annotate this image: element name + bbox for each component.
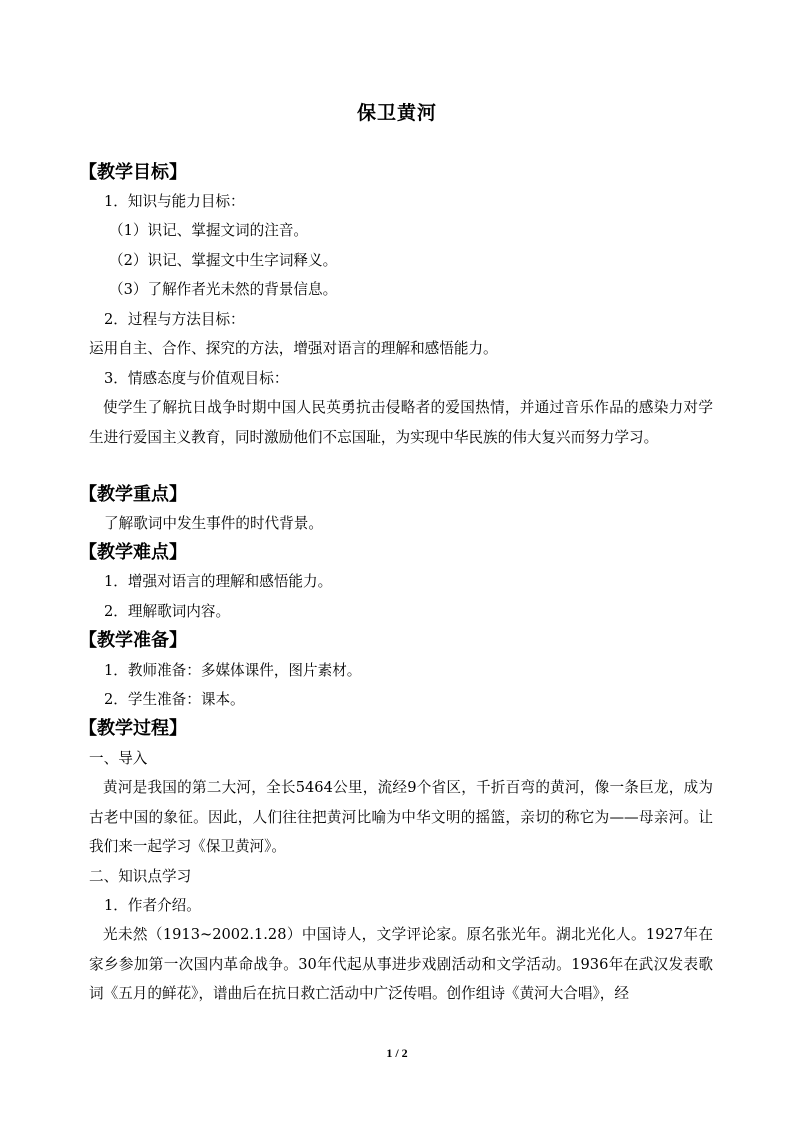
key-points-text: 了解歌词中发生事件的时代背景。 [104, 515, 323, 532]
objective-sub-2: （2）识记、掌握文中生字词释义。 [109, 252, 338, 269]
process-part-2-item-1: 1．作者介绍。 [104, 897, 201, 914]
process-part-2-text: 光未然（1913~2002.1.28）中国诗人，文学评论家。原名张光年。湖北光化人。1927年在家乡参加第一次国内革命战争。30年代起从事进步戏剧活动和文学活动。1936年在武汉发表歌词《五月的鲜花》，谱曲后在抗日救亡活动中广泛传唱。创作组诗《黄河大合唱》，经 [89, 926, 713, 1003]
objective-item-3-text: 使学生了解抗日战争时期中国人民英勇抗击侵略者的爱国热情，并通过音乐作品的感染力对学生进行爱国主义教育，同时激励他们不忘国耻，为实现中华民族的伟大复兴而努力学习。 [89, 399, 713, 446]
preparation-item-2: 2．学生准备：课本。 [104, 691, 245, 708]
objective-item-1: 1．知识与能力目标： [104, 193, 245, 210]
page-number: 1 / 2 [386, 1046, 408, 1060]
objective-sub-1: （1）识记、掌握文词的注音。 [109, 222, 309, 239]
difficulty-item-1: 1．增强对语言的理解和感悟能力。 [104, 573, 333, 590]
section-heading-objectives: 【教学目标】 [79, 162, 187, 183]
objective-sub-3: （3）了解作者光未然的背景信息。 [109, 281, 338, 298]
process-part-1-title: 一、导入 [89, 750, 148, 767]
process-part-1-text: 黄河是我国的第二大河，全长5464公里，流经9个省区，千折百弯的黄河，像一条巨龙，成为古老中国的象征。因此，人们往往把黄河比喻为中华文明的摇篮，亲切的称它为——母亲河。让我们来一起学习《保卫黄河》。 [89, 779, 713, 856]
page-title: 保卫黄河 [356, 102, 437, 124]
preparation-item-1: 1．教师准备：多媒体课件，图片素材。 [104, 662, 362, 679]
section-heading-process: 【教学过程】 [79, 718, 187, 739]
section-heading-difficulties: 【教学难点】 [79, 542, 187, 563]
process-part-2-title: 二、知识点学习 [89, 868, 192, 885]
objective-item-3: 3．情感态度与价值观目标： [104, 370, 289, 387]
difficulty-item-2: 2．理解歌词内容。 [104, 603, 231, 620]
objective-item-2-text: 运用自主、合作、探究的方法，增强对语言的理解和感悟能力。 [89, 340, 498, 357]
objective-item-2: 2．过程与方法目标： [104, 311, 245, 328]
section-heading-preparation: 【教学准备】 [79, 630, 187, 651]
section-heading-key-points: 【教学重点】 [79, 484, 187, 505]
